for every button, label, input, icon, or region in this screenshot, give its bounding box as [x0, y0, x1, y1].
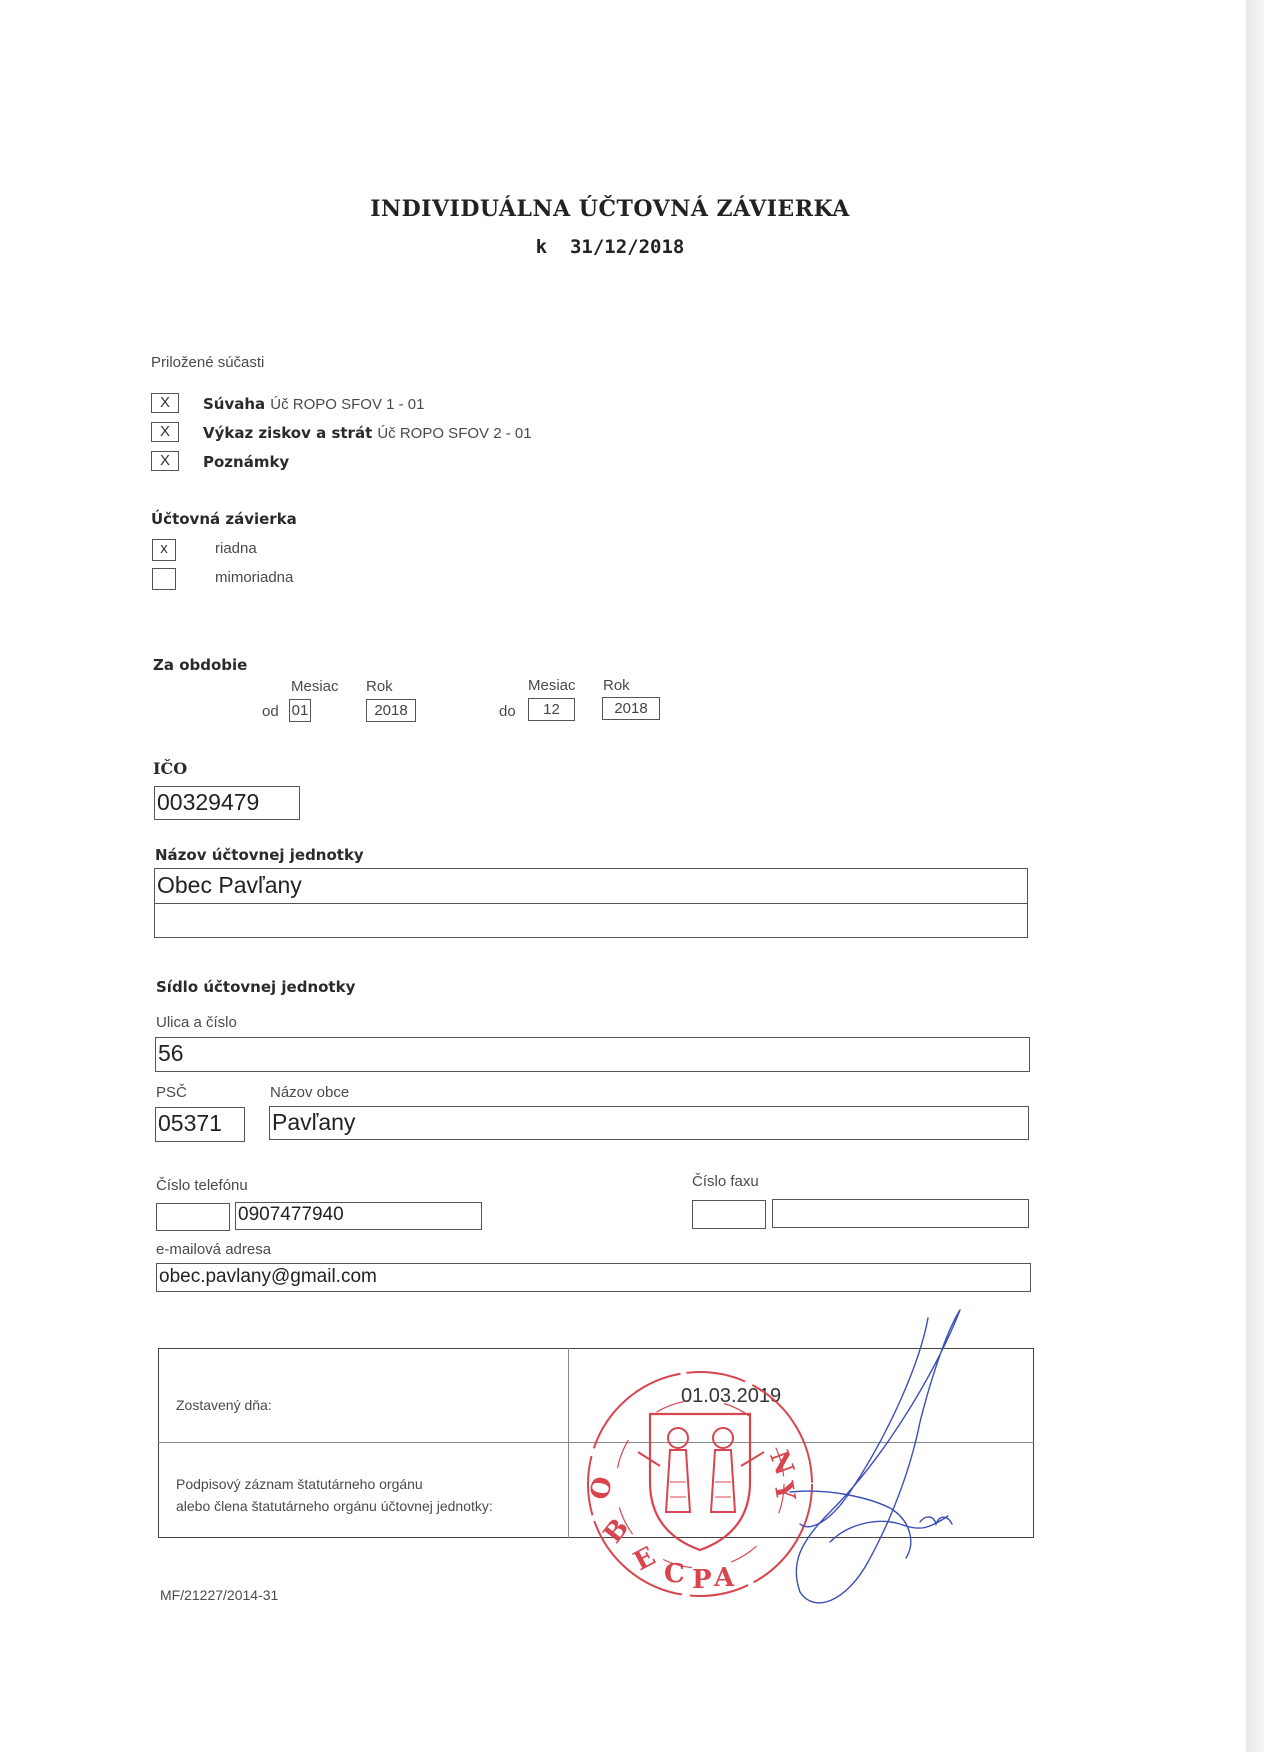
- sign-label-line1: Podpisový záznam štatutárneho orgánu: [176, 1476, 423, 1492]
- fax-label: Číslo faxu: [692, 1173, 759, 1190]
- component-suvaha: [203, 394, 425, 413]
- scan-edge-shadow: [1246, 0, 1264, 1752]
- component-code: Úč ROPO SFOV 2 - 01: [377, 425, 532, 442]
- to-year-field[interactable]: 2018: [602, 697, 660, 720]
- to-month-field[interactable]: 12: [528, 698, 575, 721]
- phone-prefix-field[interactable]: [156, 1203, 230, 1231]
- from-month-field[interactable]: 01: [289, 699, 311, 722]
- city-label: Názov obce: [270, 1084, 350, 1101]
- from-label: od: [262, 703, 279, 720]
- svg-text:O: O: [584, 1474, 619, 1503]
- component-vykaz: [203, 423, 532, 442]
- component-code: Úč ROPO SFOV 1 - 01: [270, 396, 425, 413]
- from-year-field[interactable]: 2018: [366, 699, 416, 722]
- svg-text:N: N: [763, 1446, 800, 1480]
- svg-text:A: A: [714, 1563, 735, 1593]
- signature-table-divider: [568, 1348, 569, 1538]
- fax-field[interactable]: [772, 1199, 1029, 1228]
- to-month-label: Mesiac: [528, 677, 576, 694]
- phone-label: Číslo telefónu: [156, 1177, 248, 1194]
- compiled-label: Zostavený dňa:: [176, 1397, 272, 1413]
- document-title: INDIVIDUÁLNA ÚČTOVNÁ ZÁVIERKA: [370, 196, 850, 222]
- svg-text:Y: Y: [767, 1479, 801, 1504]
- from-month-label: Mesiac: [291, 678, 339, 695]
- compiled-date: 01.03.2019: [681, 1385, 782, 1407]
- ico-label: IČO: [153, 759, 188, 778]
- entity-name-label: Názov účtovnej jednotky: [155, 846, 364, 864]
- checkbox-suvaha[interactable]: X: [151, 393, 179, 413]
- document-date: k 31/12/2018: [535, 236, 685, 258]
- svg-text:C: C: [664, 1559, 685, 1589]
- svg-text:P: P: [692, 1565, 712, 1595]
- svg-text:E: E: [628, 1541, 661, 1578]
- components-heading: Priložené súčasti: [151, 354, 265, 371]
- entity-name-field-1[interactable]: Obec Pavľany: [154, 868, 1028, 904]
- period-heading: Za obdobie: [153, 656, 248, 674]
- component-name: Výkaz ziskov a strát: [203, 424, 373, 442]
- email-field[interactable]: obec.pavlany@gmail.com: [156, 1263, 1031, 1292]
- zip-field[interactable]: 05371: [155, 1107, 245, 1142]
- city-field[interactable]: Pavľany: [269, 1106, 1029, 1140]
- checkbox-riadna[interactable]: x: [152, 539, 176, 561]
- sign-label-line2: alebo člena štatutárneho orgánu účtovnej jednotky:: [176, 1498, 493, 1514]
- option-mimoriadna: mimoriadna: [215, 569, 294, 586]
- closing-heading: Účtovná závierka: [151, 510, 297, 528]
- to-label: do: [499, 703, 516, 720]
- entity-name-field-2[interactable]: [154, 904, 1028, 938]
- street-label: Ulica a číslo: [156, 1014, 237, 1031]
- address-label: Sídlo účtovnej jednotky: [156, 978, 356, 996]
- checkbox-vykaz[interactable]: X: [151, 422, 179, 442]
- footer-code: MF/21227/2014-31: [160, 1587, 279, 1603]
- fax-prefix-field[interactable]: [692, 1200, 766, 1229]
- svg-text:B: B: [598, 1513, 636, 1550]
- to-year-label: Rok: [603, 677, 630, 694]
- checkbox-mimoriadna[interactable]: [152, 568, 176, 590]
- from-year-label: Rok: [366, 678, 393, 695]
- component-poznamky: [203, 452, 289, 471]
- component-name: Súvaha: [203, 395, 266, 413]
- ico-field[interactable]: 00329479: [154, 786, 300, 820]
- phone-field[interactable]: 0907477940: [235, 1202, 482, 1230]
- street-field[interactable]: 56: [155, 1037, 1030, 1072]
- zip-label: PSČ: [156, 1084, 187, 1101]
- option-riadna: riadna: [215, 540, 257, 557]
- component-name: Poznámky: [203, 453, 290, 471]
- handwritten-signature-icon: [770, 1302, 970, 1614]
- email-label: e-mailová adresa: [156, 1241, 272, 1258]
- checkbox-poznamky[interactable]: X: [151, 451, 179, 471]
